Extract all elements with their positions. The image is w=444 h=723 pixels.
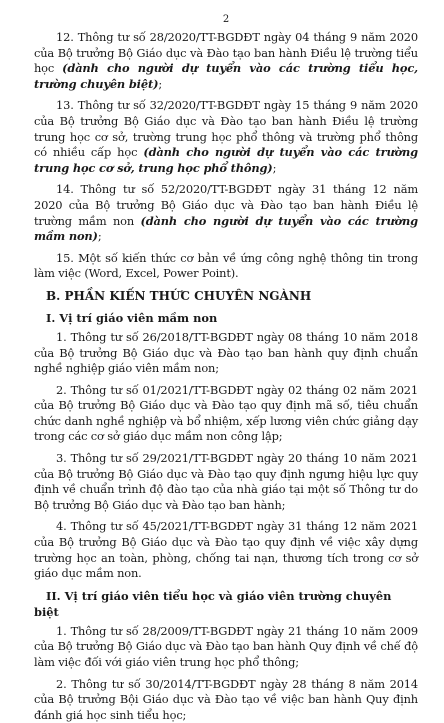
general-item-12-note: (dành cho người dự tuyển vào các trường tiểu học, trường chuyên biệt) bbox=[34, 61, 418, 91]
section-2-item-2: 2. Thông tư số 30/2014/TT-BGDĐT ngày 28 tháng 8 năm 2014 của Bộ trưởng Bội Giáo dục và Đào tạo về việc ban hành Quy định đánh giá học sinh tiểu học; bbox=[34, 676, 418, 722]
general-item-12: 12. Thông tư số 28/2020/TT-BGDĐT ngày 04 tháng 9 năm 2020 của Bộ trưởng Bộ Giáo dục và Đào tạo ban hành Điều lệ trường tiểu học (dành cho người dự tuyển vào các trường tiểu học, trường chuyên biệt); bbox=[34, 30, 418, 91]
section-1-item-3: 3. Thông tư số 29/2021/TT-BGDĐT ngày 20 tháng 10 năm 2021 của Bộ trưởng Bộ Giáo dục và Đào tạo quy định ngưng hiệu lực quy định về chuẩn trình độ đào tạo của nhà giáo tại một số Thông tư do Bộ trưởng Bộ Giáo dục và Đào tạo ban hành; bbox=[34, 451, 418, 512]
document-body bbox=[34, 30, 418, 723]
general-item-14-note: (dành cho người dự tuyển vào các trường mầm non) bbox=[34, 213, 418, 244]
section-1-heading: I. Vị trí giáo viên mầm non bbox=[46, 310, 218, 325]
general-item-15: 15. Một số kiến thức cơ bản về ứng công nghệ thông tin trong làm việc (Word, Excel, Power Point). bbox=[34, 250, 418, 281]
section-1-item-2: 2. Thông tư số 01/2021/TT-BGDĐT ngày 02 tháng 02 năm 2021 của Bộ trưởng Bộ Giáo dục và Đào tạo quy định mã số, tiêu chuẩn chức danh nghề nghiệp và bổ nhiệm, xếp lương viên chức giảng dạy trong các cơ sở giáo dục mầm non công lập; bbox=[34, 382, 418, 444]
section-2-heading: II. Vị trí giáo viên tiểu học và giáo viên trường chuyên biệt bbox=[34, 588, 392, 619]
section-1-item-1: 1. Thông tư số 26/2018/TT-BGDĐT ngày 08 tháng 10 năm 2018 của Bộ trưởng Bộ Giáo dục và Đào tạo ban hành quy định chuẩn nghề nghiệp giáo viên mầm non; bbox=[34, 329, 418, 376]
page-number: 2 bbox=[222, 14, 230, 25]
section-1-item-4: 4. Thông tư số 45/2021/TT-BGDĐT ngày 31 tháng 12 năm 2021 của Bộ trưởng Bộ Giáo dục và Đào tạo quy định về việc xây dựng trường học an toàn, phòng, chống tai nạn, thương tích trong cơ sở giáo dục mầm non. bbox=[34, 519, 418, 581]
general-item-13-note: (dành cho người dự tuyển vào các trường trung học cơ sở, trung học phổ thông) bbox=[34, 145, 418, 175]
section-b-heading: B. PHẦN KIẾN THỨC CHUYÊN NGÀNH bbox=[46, 288, 312, 303]
section-2-item-1: 1. Thông tư số 28/2009/TT-BGDĐT ngày 21 tháng 10 năm 2009 của Bộ trưởng Bộ Giáo dục và Đào tạo ban hành Quy định về chế độ làm việc đối với giáo viên trung học phổ thông; bbox=[34, 623, 418, 669]
general-item-13: 13. Thông tư số 32/2020/TT-BGDĐT ngày 15 tháng 9 năm 2020 của Bộ trưởng Bộ Giáo dục và Đào tạo ban hành Điều lệ trường trung học cơ sở, trường trung học phổ thông và trường phổ thông có nhiều cấp học (dành cho người dự tuyển vào các trường trung học cơ sở, trung học phổ thông); bbox=[34, 98, 418, 175]
general-item-14: 14. Thông tư số 52/2020/TT-BGDĐT ngày 31 tháng 12 năm 2020 của Bộ trưởng Bộ Giáo dục và Đào tạo ban hành Điều lệ trường mầm non (dành cho người dự tuyển vào các trường mầm non); bbox=[34, 182, 418, 244]
